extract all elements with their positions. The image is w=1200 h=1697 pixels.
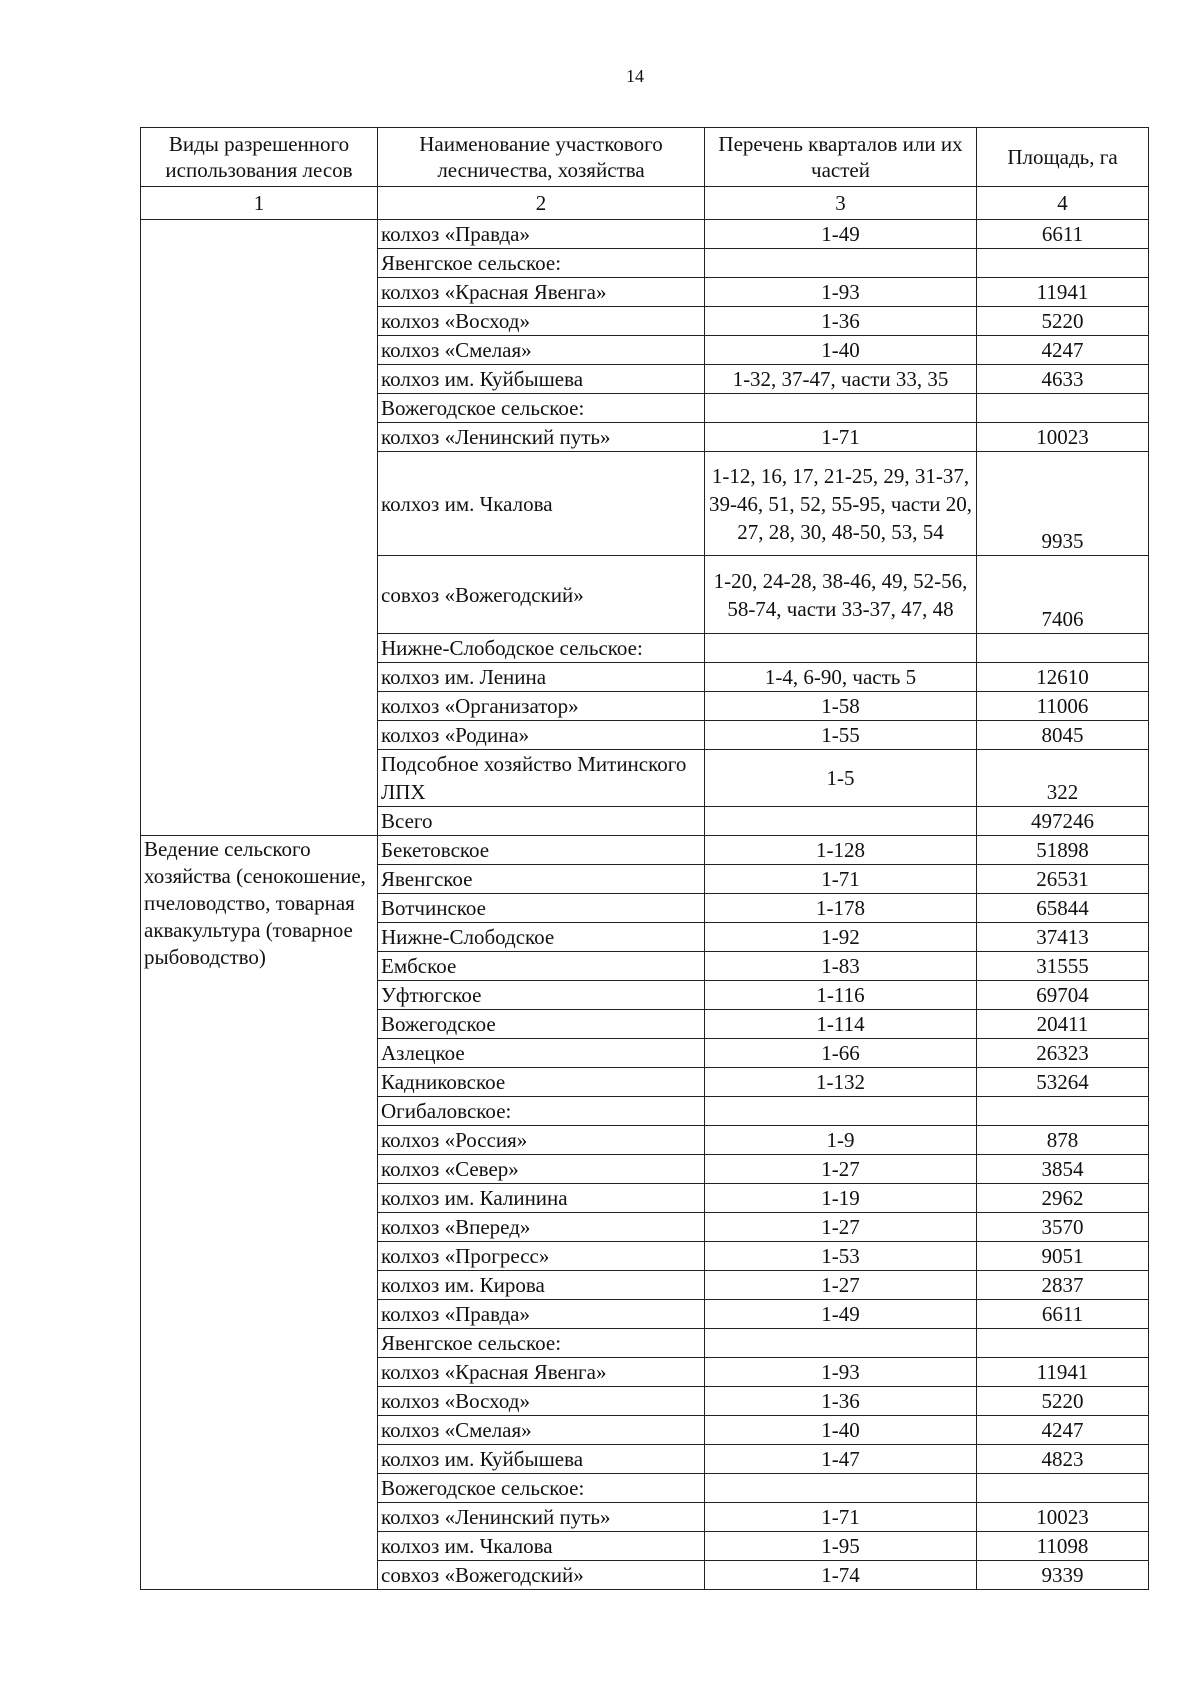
area-cell: 9935 (977, 452, 1149, 556)
forestry-name-cell: Явенгское сельское: (378, 249, 705, 278)
table-row (141, 836, 1149, 865)
area-cell: 4247 (977, 336, 1149, 365)
quarters-cell: 1-4, 6-90, часть 5 (705, 663, 977, 692)
header-row (141, 128, 1149, 187)
quarters-cell: 1-93 (705, 278, 977, 307)
quarters-cell (705, 1474, 977, 1503)
quarters-cell (705, 1097, 977, 1126)
quarters-cell: 1-55 (705, 721, 977, 750)
quarters-cell: 1-83 (705, 952, 977, 981)
area-cell: 10023 (977, 1503, 1149, 1532)
quarters-cell: 1-53 (705, 1242, 977, 1271)
area-cell (977, 394, 1149, 423)
column-number: 1 (141, 187, 378, 220)
forestry-name-cell: колхоз «Восход» (378, 307, 705, 336)
area-cell: 6611 (977, 220, 1149, 249)
area-cell (977, 249, 1149, 278)
area-cell: 3570 (977, 1213, 1149, 1242)
column-number-row (141, 187, 1149, 220)
area-cell: 4633 (977, 365, 1149, 394)
forestry-name-cell: Нижне-Слободское (378, 923, 705, 952)
forest-use-table (140, 127, 1149, 1590)
header-use-type: Виды разрешенного использования лесов (141, 128, 378, 187)
area-cell: 322 (977, 750, 1149, 807)
header-forestry-name: Наименование участкового лесничества, хозяйства (378, 128, 705, 187)
quarters-cell: 1-5 (705, 750, 977, 807)
quarters-cell: 1-93 (705, 1358, 977, 1387)
forestry-name-cell: колхоз «Организатор» (378, 692, 705, 721)
forestry-name-cell: Вотчинское (378, 894, 705, 923)
area-cell: 9339 (977, 1561, 1149, 1590)
forestry-name-cell: Уфтюгское (378, 981, 705, 1010)
forestry-name-cell: колхоз им. Кирова (378, 1271, 705, 1300)
forestry-name-cell: колхоз «Правда» (378, 1300, 705, 1329)
area-cell: 2837 (977, 1271, 1149, 1300)
area-cell: 69704 (977, 981, 1149, 1010)
forestry-name-cell: Явенгское (378, 865, 705, 894)
table-row (141, 220, 1149, 249)
area-cell: 4823 (977, 1445, 1149, 1474)
column-number: 4 (977, 187, 1149, 220)
area-cell: 878 (977, 1126, 1149, 1155)
quarters-cell: 1-114 (705, 1010, 977, 1039)
area-cell: 20411 (977, 1010, 1149, 1039)
quarters-cell: 1-20, 24-28, 38-46, 49, 52-56, 58-74, части 33-37, 47, 48 (705, 556, 977, 634)
quarters-cell: 1-27 (705, 1213, 977, 1242)
quarters-cell: 1-132 (705, 1068, 977, 1097)
quarters-cell (705, 394, 977, 423)
area-cell: 7406 (977, 556, 1149, 634)
quarters-cell: 1-49 (705, 220, 977, 249)
quarters-cell: 1-116 (705, 981, 977, 1010)
area-cell: 11098 (977, 1532, 1149, 1561)
column-number: 2 (378, 187, 705, 220)
quarters-cell (705, 1329, 977, 1358)
area-cell: 6611 (977, 1300, 1149, 1329)
forestry-name-cell: Бекетовское (378, 836, 705, 865)
forestry-name-cell: колхоз «Красная Явенга» (378, 1358, 705, 1387)
forestry-name-cell: совхоз «Вожегодский» (378, 1561, 705, 1590)
quarters-cell: 1-40 (705, 1416, 977, 1445)
forestry-name-cell: Азлецкое (378, 1039, 705, 1068)
quarters-cell: 1-71 (705, 865, 977, 894)
area-cell (977, 1097, 1149, 1126)
forestry-name-cell: Вожегодское сельское: (378, 394, 705, 423)
forestry-name-cell: колхоз «Север» (378, 1155, 705, 1184)
area-cell: 11941 (977, 278, 1149, 307)
forestry-name-cell: колхоз им. Чкалова (378, 452, 705, 556)
forestry-name-cell: совхоз «Вожегодский» (378, 556, 705, 634)
forestry-name-cell: колхоз «Родина» (378, 721, 705, 750)
area-cell: 10023 (977, 423, 1149, 452)
quarters-cell: 1-27 (705, 1155, 977, 1184)
use-type-cell (141, 220, 378, 836)
forestry-name-cell: колхоз им. Куйбышева (378, 365, 705, 394)
area-cell: 5220 (977, 307, 1149, 336)
forestry-name-cell: Нижне-Слободское сельское: (378, 634, 705, 663)
area-cell (977, 1474, 1149, 1503)
forestry-name-cell: колхоз «Смелая» (378, 1416, 705, 1445)
forestry-name-cell: Кадниковское (378, 1068, 705, 1097)
forestry-name-cell: Огибаловское: (378, 1097, 705, 1126)
quarters-cell: 1-36 (705, 307, 977, 336)
quarters-cell: 1-74 (705, 1561, 977, 1590)
forestry-name-cell: колхоз «Россия» (378, 1126, 705, 1155)
area-cell: 8045 (977, 721, 1149, 750)
table-body (141, 220, 1149, 1590)
forestry-name-cell: колхоз «Правда» (378, 220, 705, 249)
page-number: 14 (626, 66, 644, 86)
area-cell: 51898 (977, 836, 1149, 865)
area-cell: 65844 (977, 894, 1149, 923)
forestry-name-cell: колхоз «Прогресс» (378, 1242, 705, 1271)
quarters-cell (705, 249, 977, 278)
quarters-cell: 1-36 (705, 1387, 977, 1416)
area-cell: 2962 (977, 1184, 1149, 1213)
area-cell: 26323 (977, 1039, 1149, 1068)
quarters-cell: 1-66 (705, 1039, 977, 1068)
area-cell: 4247 (977, 1416, 1149, 1445)
area-cell: 11006 (977, 692, 1149, 721)
forestry-name-cell: колхоз «Красная Явенга» (378, 278, 705, 307)
forestry-name-cell: Явенгское сельское: (378, 1329, 705, 1358)
quarters-cell: 1-47 (705, 1445, 977, 1474)
quarters-cell: 1-27 (705, 1271, 977, 1300)
forestry-name-cell: колхоз «Восход» (378, 1387, 705, 1416)
quarters-cell: 1-178 (705, 894, 977, 923)
area-cell: 26531 (977, 865, 1149, 894)
header-area: Площадь, га (977, 128, 1149, 187)
area-cell: 5220 (977, 1387, 1149, 1416)
quarters-cell: 1-71 (705, 1503, 977, 1532)
quarters-cell: 1-40 (705, 336, 977, 365)
area-cell: 12610 (977, 663, 1149, 692)
area-cell: 497246 (977, 807, 1149, 836)
quarters-cell: 1-9 (705, 1126, 977, 1155)
quarters-cell: 1-92 (705, 923, 977, 952)
quarters-cell: 1-19 (705, 1184, 977, 1213)
area-cell (977, 634, 1149, 663)
forestry-name-cell: Ембское (378, 952, 705, 981)
area-cell: 31555 (977, 952, 1149, 981)
forestry-name-cell: Всего (378, 807, 705, 836)
quarters-cell (705, 634, 977, 663)
quarters-cell: 1-128 (705, 836, 977, 865)
quarters-cell: 1-32, 37-47, части 33, 35 (705, 365, 977, 394)
quarters-cell: 1-12, 16, 17, 21-25, 29, 31-37, 39-46, 51, 52, 55-95, части 20, 27, 28, 30, 48-50, 53, 54 (705, 452, 977, 556)
forestry-name-cell: Вожегодское сельское: (378, 1474, 705, 1503)
header-quarters: Перечень кварталов или их частей (705, 128, 977, 187)
quarters-cell: 1-49 (705, 1300, 977, 1329)
quarters-cell: 1-95 (705, 1532, 977, 1561)
quarters-cell: 1-58 (705, 692, 977, 721)
forestry-name-cell: Подсобное хозяйство Митинского ЛПХ (378, 750, 705, 807)
forestry-name-cell: колхоз «Смелая» (378, 336, 705, 365)
area-cell: 9051 (977, 1242, 1149, 1271)
forestry-name-cell: колхоз им. Калинина (378, 1184, 705, 1213)
forestry-name-cell: колхоз им. Куйбышева (378, 1445, 705, 1474)
forestry-name-cell: колхоз «Ленинский путь» (378, 423, 705, 452)
forestry-name-cell: колхоз им. Чкалова (378, 1532, 705, 1561)
area-cell: 37413 (977, 923, 1149, 952)
area-cell: 3854 (977, 1155, 1149, 1184)
forestry-name-cell: колхоз «Ленинский путь» (378, 1503, 705, 1532)
column-number: 3 (705, 187, 977, 220)
forestry-name-cell: колхоз им. Ленина (378, 663, 705, 692)
area-cell (977, 1329, 1149, 1358)
area-cell: 53264 (977, 1068, 1149, 1097)
area-cell: 11941 (977, 1358, 1149, 1387)
quarters-cell (705, 807, 977, 836)
use-type-cell: Ведение сельского хозяйства (сенокошение, пчеловодство, товарная аквакультура (товарное рыбоводство) (141, 836, 378, 1590)
forestry-name-cell: Вожегодское (378, 1010, 705, 1039)
forestry-name-cell: колхоз «Вперед» (378, 1213, 705, 1242)
quarters-cell: 1-71 (705, 423, 977, 452)
